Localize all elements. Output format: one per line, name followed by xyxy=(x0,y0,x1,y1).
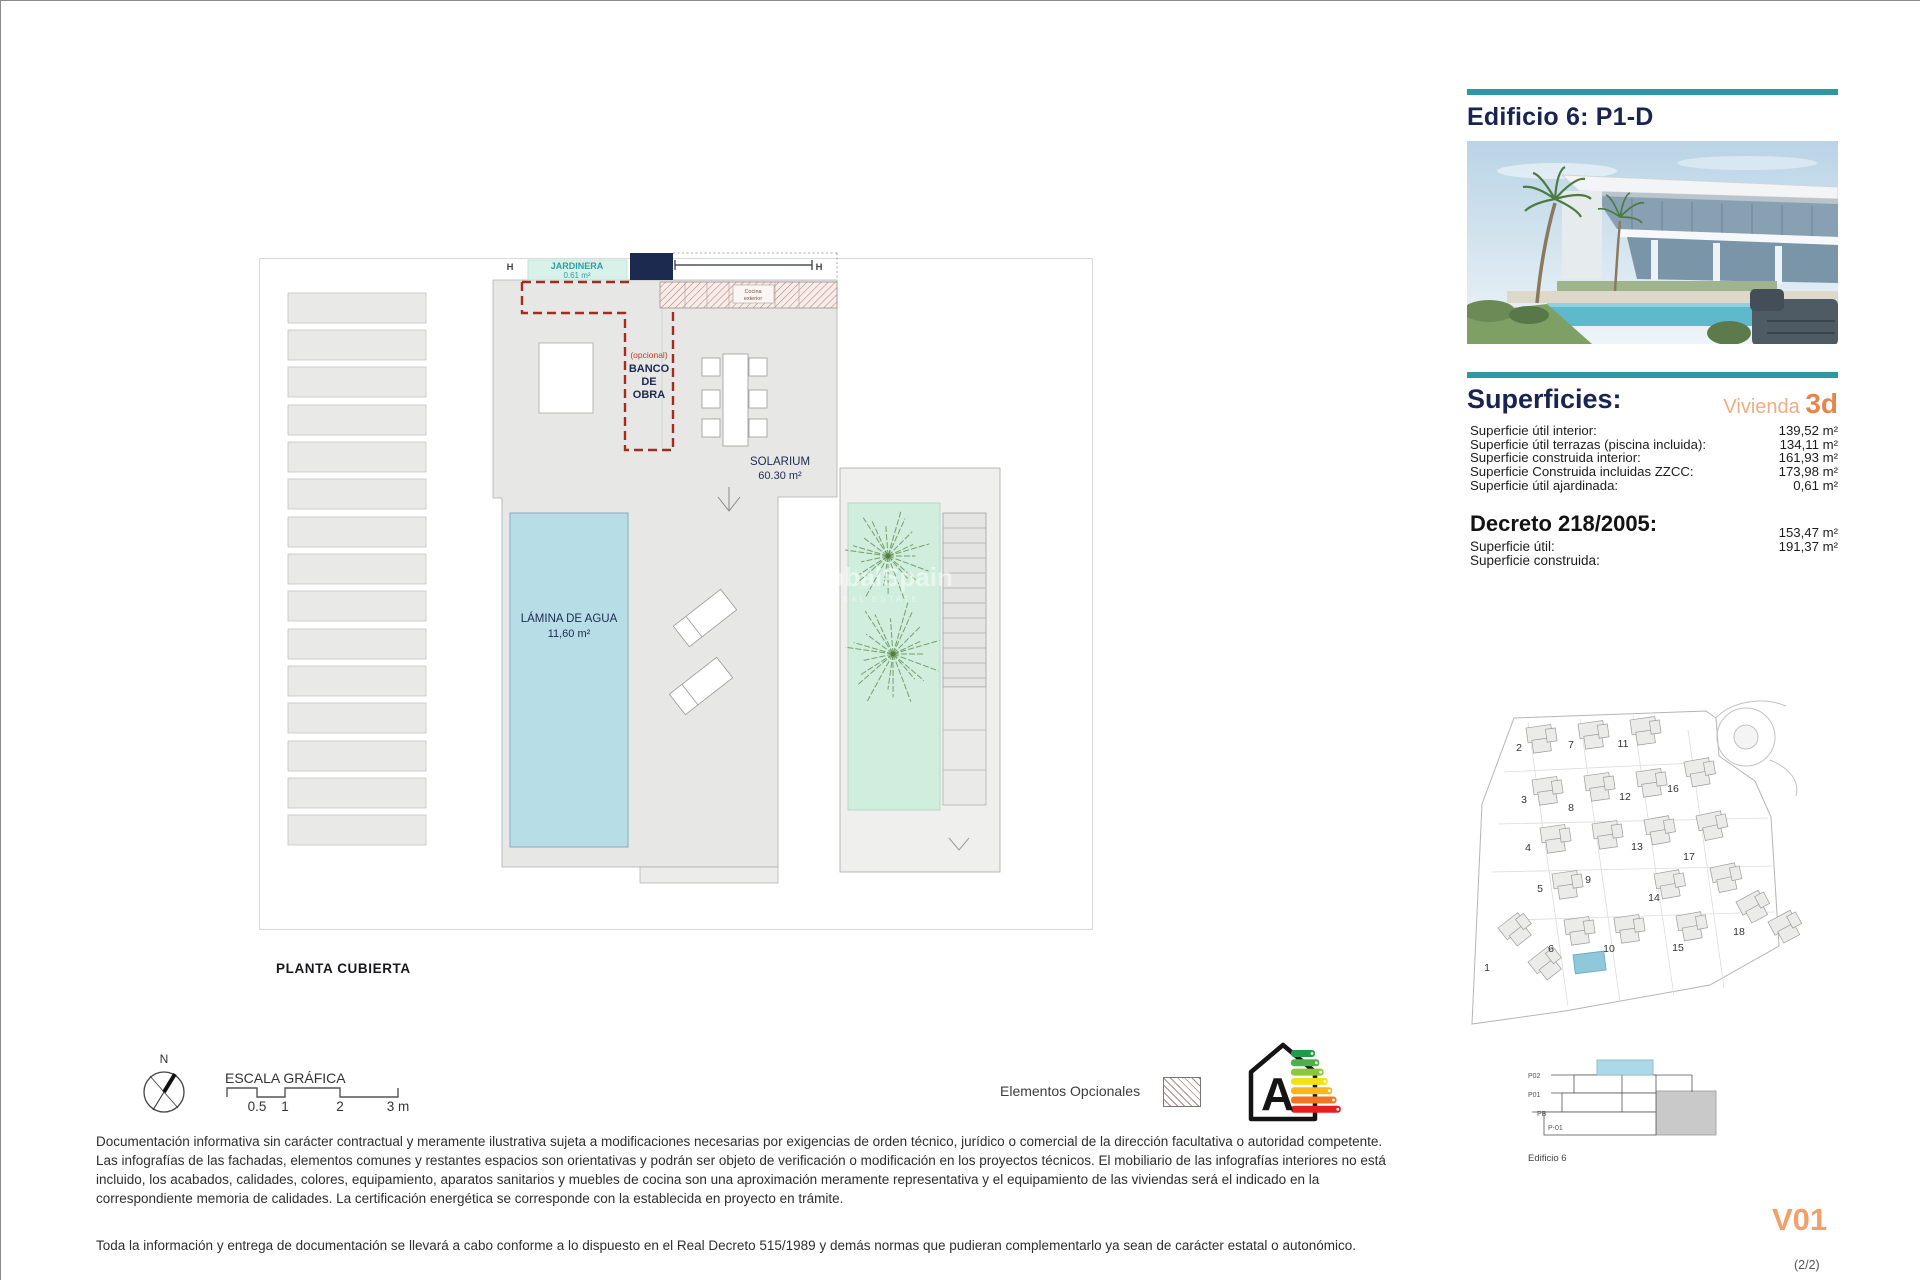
svg-text:15: 15 xyxy=(1672,942,1684,954)
plan-caption: PLANTA CUBIERTA xyxy=(276,961,411,976)
north-compass-icon xyxy=(134,1050,196,1120)
svg-text:14: 14 xyxy=(1648,892,1660,904)
accent-bar-superficies xyxy=(1467,372,1838,378)
svg-text:13: 13 xyxy=(1631,841,1643,853)
jardinera-label: JARDINERA xyxy=(550,261,604,271)
page-title: Edificio 6: P1-D xyxy=(1467,103,1654,131)
site-plan xyxy=(1470,690,1862,1032)
scale-tick: 2 xyxy=(336,1099,344,1114)
dimension-line xyxy=(675,260,812,270)
table-row: Superficie construida interior: 161,93 m² xyxy=(1470,450,1838,466)
unit-reference xyxy=(1650,388,1838,420)
svg-text:9: 9 xyxy=(1585,874,1591,886)
table-row: Superficie útil ajardinada: 0,61 m² xyxy=(1470,477,1838,493)
svg-text:10: 10 xyxy=(1603,943,1615,955)
watermark-subtext: REAL ESTATE xyxy=(834,595,920,604)
scale-title: ESCALA GRÁFICA xyxy=(225,1070,346,1086)
svg-text:5: 5 xyxy=(1537,883,1543,895)
svg-text:P-01: P-01 xyxy=(1548,1125,1563,1132)
svg-text:P01: P01 xyxy=(1528,1092,1541,1099)
cocina-label-2: exterior xyxy=(743,296,763,302)
building-section-diagram xyxy=(1526,1058,1758,1170)
dining-set xyxy=(702,354,767,446)
table-row: Superficie Construida incluidas ZZCC: 173,98 m² xyxy=(1470,464,1838,480)
svg-text:17: 17 xyxy=(1683,851,1695,863)
legend-placeholder-bars xyxy=(288,293,426,845)
banco-label-3: OBRA xyxy=(632,389,666,401)
watermark-text: GlobalSpain xyxy=(801,562,953,592)
svg-text:3: 3 xyxy=(1521,794,1527,806)
accent-bar-top xyxy=(1467,89,1838,95)
svg-text:12: 12 xyxy=(1619,791,1631,803)
energy-rating-icon xyxy=(1247,1042,1347,1124)
svg-text:P02: P02 xyxy=(1528,1073,1541,1080)
solarium-label: SOLARIUM xyxy=(749,456,811,468)
site-buildings xyxy=(1498,716,1806,983)
energy-bars xyxy=(1291,1050,1341,1113)
scale-tick: 0.5 xyxy=(247,1099,267,1114)
page-edge-top xyxy=(0,0,1920,1)
svg-text:11: 11 xyxy=(1617,738,1629,750)
svg-text:PB: PB xyxy=(1537,1111,1547,1118)
terrace-step xyxy=(640,867,778,883)
table-row: Superficie útil interior: 139,52 m² xyxy=(1470,423,1838,438)
highlighted-unit xyxy=(1573,951,1606,974)
decreto-heading: Decreto 218/2005: xyxy=(1470,511,1658,536)
opcional-label: (opcional) xyxy=(630,350,668,360)
villa-render-image xyxy=(1467,141,1838,344)
h-marker-right: H xyxy=(815,262,823,273)
decreto-labels: Superficie útil: Superficie construida: xyxy=(1470,539,1600,569)
north-label: N xyxy=(159,1052,169,1066)
floor-plan xyxy=(259,250,1100,935)
skylight xyxy=(539,343,593,413)
optional-elements-label: Elementos Opcionales xyxy=(1000,1083,1141,1099)
pool xyxy=(510,513,628,847)
unit-value: 3d xyxy=(1805,388,1838,419)
table-row: Superficie útil terrazas (piscina incluida): 134,11 m² xyxy=(1470,436,1838,452)
stairs xyxy=(943,513,986,687)
svg-text:2: 2 xyxy=(1516,742,1522,754)
optional-hatch-swatch xyxy=(1163,1077,1201,1107)
legal-paragraph-2: Toda la información y entrega de documentación se llevará a cabo conforme a lo dispuesto en el Real Decreto 515/1989 y demás normas que pudieran complementarlo ya sean de carácter estatal o autonómico. xyxy=(96,1238,1356,1253)
svg-text:7: 7 xyxy=(1568,739,1574,751)
page-number: (2/2) xyxy=(1794,1258,1820,1272)
jardinera-area: 0.61 m² xyxy=(563,271,591,280)
cocina-label-1: Cocina xyxy=(744,289,762,295)
scale-tick: 3 m xyxy=(386,1099,410,1114)
decreto-values: 153,47 m² 191,37 m² xyxy=(1778,525,1838,555)
superficies-table xyxy=(1470,424,1838,493)
banco-label-1: BANCO xyxy=(628,363,670,375)
section-caption: Edificio 6 xyxy=(1528,1153,1567,1164)
h-marker-left: H xyxy=(506,262,514,273)
energy-letter: A xyxy=(1261,1068,1295,1120)
svg-text:16: 16 xyxy=(1667,783,1679,795)
page-edge-left xyxy=(0,0,1,1280)
svg-text:6: 6 xyxy=(1548,943,1554,955)
chimney-block xyxy=(630,253,673,280)
svg-text:1: 1 xyxy=(1484,962,1490,974)
legal-paragraph-1: Documentación informativa sin carácter contractual y meramente ilustrativa sujeta a modificaciones necesarias por exigencias de orden técnico, jurídico o comercial de la dirección facultativa o autoridad competente. Las infografías de las fachadas, elementos comunes y restantes espacios son orientativas y podrán ser objeto de verificación o modificación en los proyectos técnicos. El mobiliario de las infografías interiores no está incluido, los acabados, calidades, colores, equipamiento, aparatos sanitarios y muebles de cocina son una aproximación meramente representativa y el equipamiento de las viviendas será el indicado en la correspondiente memoria de calidades. La certificación energética se corresponde con la establecida en proyecto en trámite. xyxy=(96,1134,1386,1206)
svg-text:18: 18 xyxy=(1733,926,1745,938)
solarium-area: 60.30 m² xyxy=(758,470,802,482)
svg-text:8: 8 xyxy=(1568,802,1574,814)
superficies-heading: Superficies: xyxy=(1467,384,1622,414)
unit-label: Vivienda xyxy=(1723,396,1800,418)
banco-label-2: DE xyxy=(641,376,657,388)
scale-bar xyxy=(220,1085,430,1119)
section-terrain xyxy=(1656,1091,1716,1135)
lamina-label: LÁMINA DE AGUA xyxy=(520,613,618,625)
scale-tick: 1 xyxy=(281,1099,289,1114)
svg-text:4: 4 xyxy=(1525,842,1531,854)
lamina-area: 11,60 m² xyxy=(547,628,591,640)
version-label: V01 xyxy=(1772,1202,1828,1237)
